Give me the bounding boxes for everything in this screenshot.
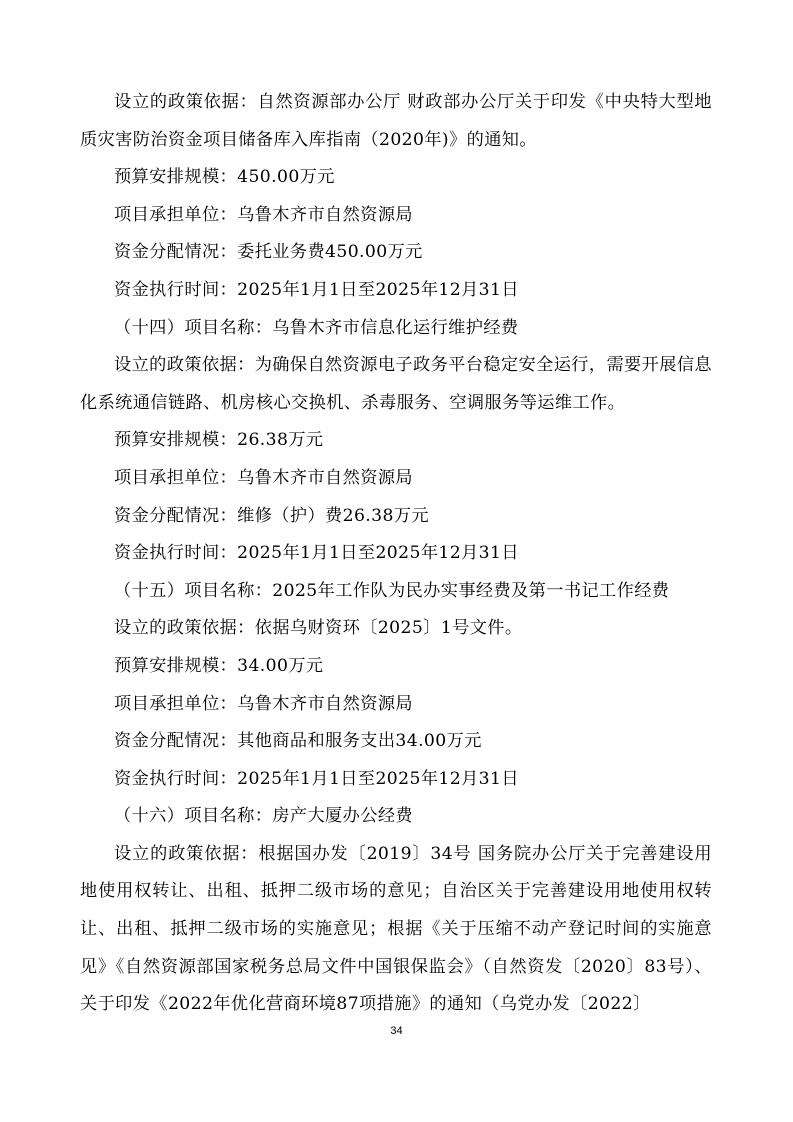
budget-scale-line: 预算安排规模：26.38万元: [114, 430, 324, 451]
policy-basis-paragraph: 设立的政策依据：为确保自然资源电子政务平台稳定安全运行，需要开展信息化系统通信链路、机房核心交换机、杀毒服务、空调服务等运维工作。: [80, 355, 712, 413]
page-number: 34: [390, 1025, 403, 1037]
budget-scale-line: 预算安排规模：34.00万元: [114, 655, 324, 676]
execution-period-line: 资金执行时间：2025年1月1日至2025年12月31日: [114, 768, 519, 789]
policy-basis-paragraph: 设立的政策依据：自然资源部办公厅 财政部办公厅关于印发《中央特大型地质灾害防治资金项目储备库入库指南（2020年)》的通知。: [80, 92, 712, 150]
policy-basis-paragraph: 设立的政策依据：依据乌财资环〔2025〕1号文件。: [114, 618, 523, 639]
fund-allocation-line: 资金分配情况：维修（护）费26.38万元: [114, 505, 430, 526]
responsible-unit-line: 项目承担单位：乌鲁木齐市自然资源局: [114, 467, 413, 488]
responsible-unit-line: 项目承担单位：乌鲁木齐市自然资源局: [114, 693, 413, 714]
execution-period-line: 资金执行时间：2025年1月1日至2025年12月31日: [114, 279, 519, 300]
fund-allocation-line: 资金分配情况：其他商品和服务支出34.00万元: [114, 731, 482, 752]
project-heading-15: （十五）项目名称：2025年工作队为民办实事经费及第一书记工作经费: [114, 580, 670, 601]
responsible-unit-line: 项目承担单位：乌鲁木齐市自然资源局: [114, 204, 413, 225]
budget-scale-line: 预算安排规模：450.00万元: [114, 167, 335, 188]
document-body: [80, 84, 712, 1024]
execution-period-line: 资金执行时间：2025年1月1日至2025年12月31日: [114, 543, 519, 564]
project-heading-16: （十六）项目名称：房产大厦办公经费: [114, 806, 413, 827]
project-heading-14: （十四）项目名称：乌鲁木齐市信息化运行维护经费: [114, 317, 519, 338]
fund-allocation-line: 资金分配情况：委托业务费450.00万元: [114, 242, 423, 263]
policy-basis-paragraph: 设立的政策依据：根据国办发〔2019〕34号 国务院办公厅关于完善建设用地使用权转让、出租、抵押二级市场的意见；自治区关于完善建设用地使用权转让、出租、抵押二级市场的实施意见；根据《关于压缩不动产登记时间的实施意见》《自然资源部国家税务总局文件中国银保监会》（自然资发〔2020〕83号）、关于印发《2022年优化营商环境87项措施》的通知（乌党办发〔2022〕: [80, 843, 712, 1015]
